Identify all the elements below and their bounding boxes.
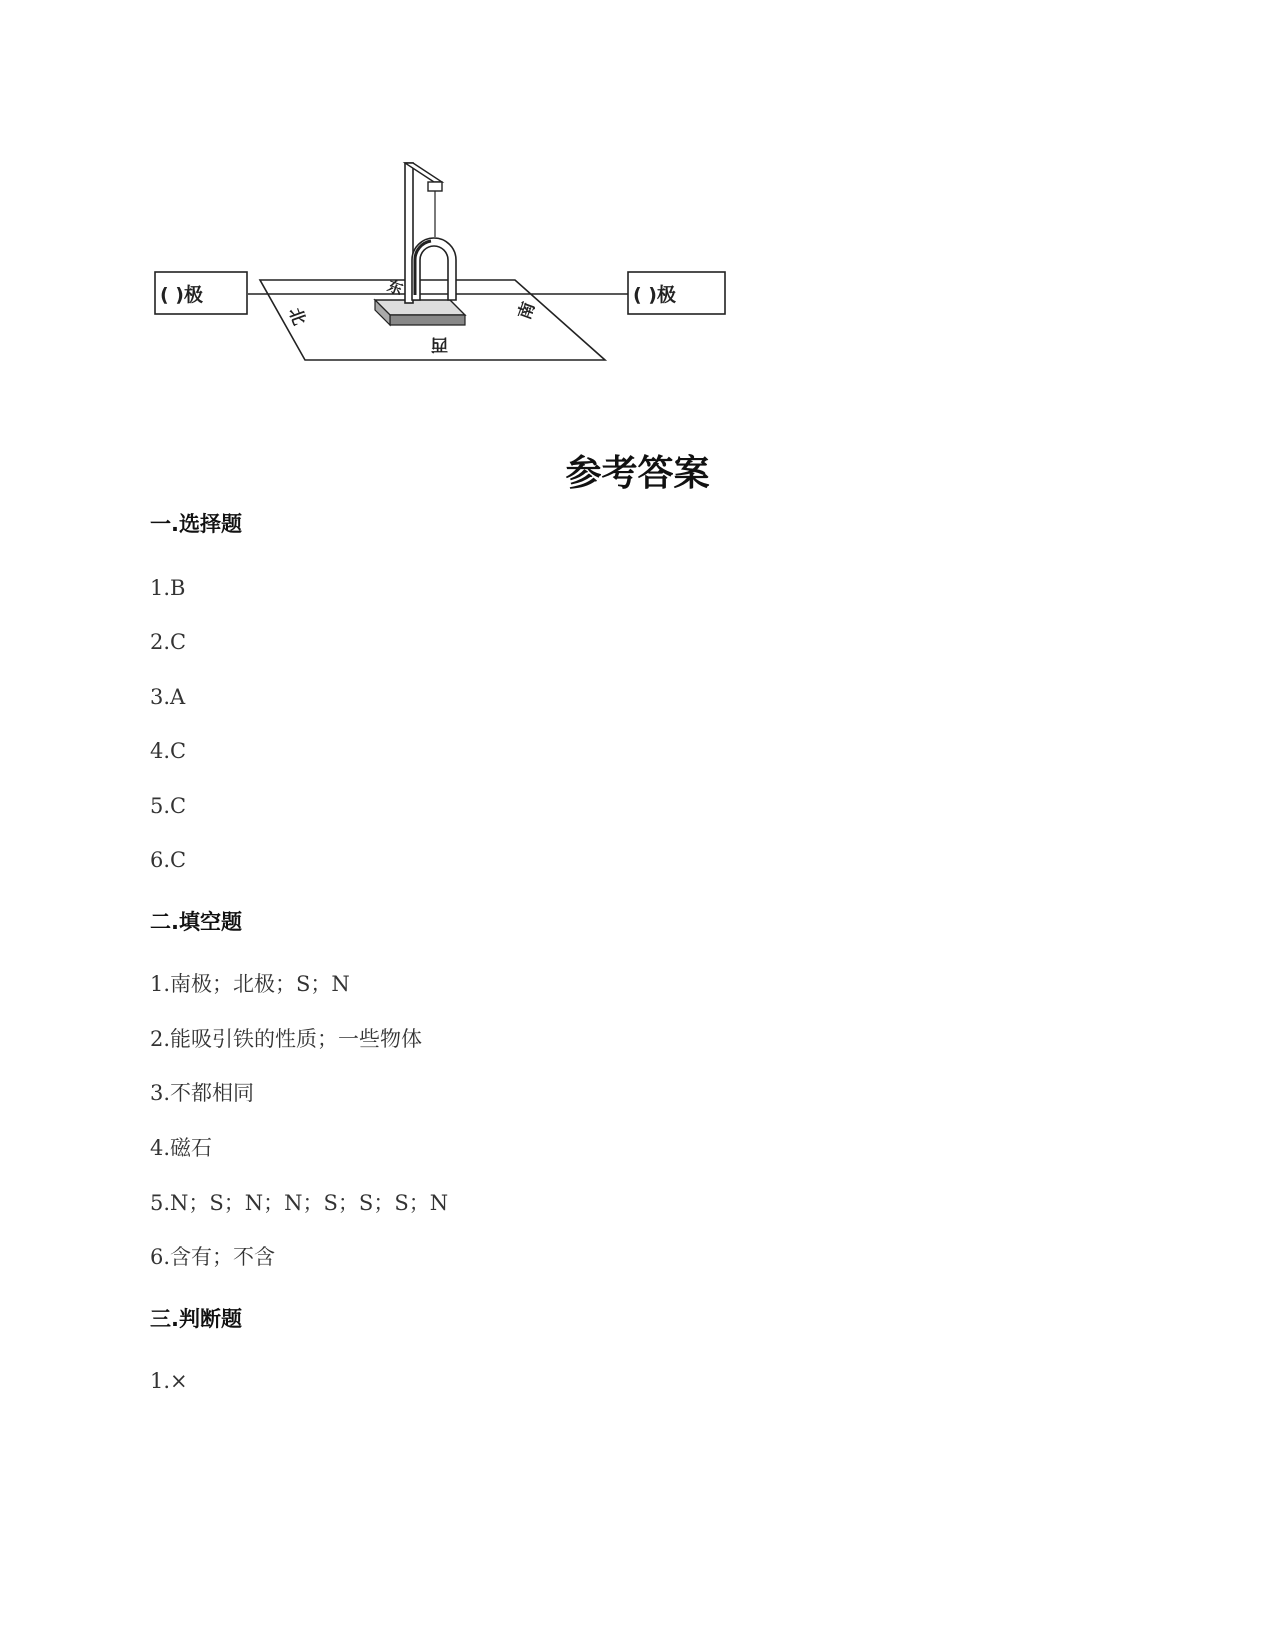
answer-item: 1.B <box>150 576 186 600</box>
answer-item: 4.磁石 <box>150 1136 213 1160</box>
east-label: 东 <box>385 276 406 299</box>
answer-item: 2.C <box>150 630 187 654</box>
answer-item: 4.C <box>150 739 187 763</box>
left-pole-label: ( )极 <box>160 284 203 306</box>
stand-arm-end <box>428 182 442 191</box>
answer-item: 6.含有；不含 <box>150 1245 276 1269</box>
answer-item: 2.能吸引铁的性质；一些物体 <box>150 1027 423 1051</box>
page-title: 参考答案 <box>565 453 710 494</box>
north-label: 北 <box>284 305 309 329</box>
magnet-diagram <box>150 155 740 370</box>
magnet-diagram-svg <box>150 155 740 370</box>
right-pole-label: ( )极 <box>633 284 676 306</box>
base-block-side <box>390 315 465 325</box>
answer-item: 3.A <box>150 685 186 709</box>
section-heading-true-false: 三.判断题 <box>150 1307 242 1331</box>
answer-item: 6.C <box>150 848 187 872</box>
west-label: 西 <box>431 334 448 354</box>
section-heading-fill-blank: 二.填空题 <box>150 910 242 934</box>
answer-item: 1.南极；北极；S；N <box>150 972 350 996</box>
answer-item: 5.N；S；N；N；S；S；S；N <box>150 1191 449 1215</box>
answer-item: 5.C <box>150 794 187 818</box>
section-heading-choice: 一.选择题 <box>150 512 242 536</box>
answer-item: 3.不都相同 <box>150 1081 255 1105</box>
south-label: 南 <box>514 299 540 323</box>
answer-item: 1.× <box>150 1369 188 1393</box>
